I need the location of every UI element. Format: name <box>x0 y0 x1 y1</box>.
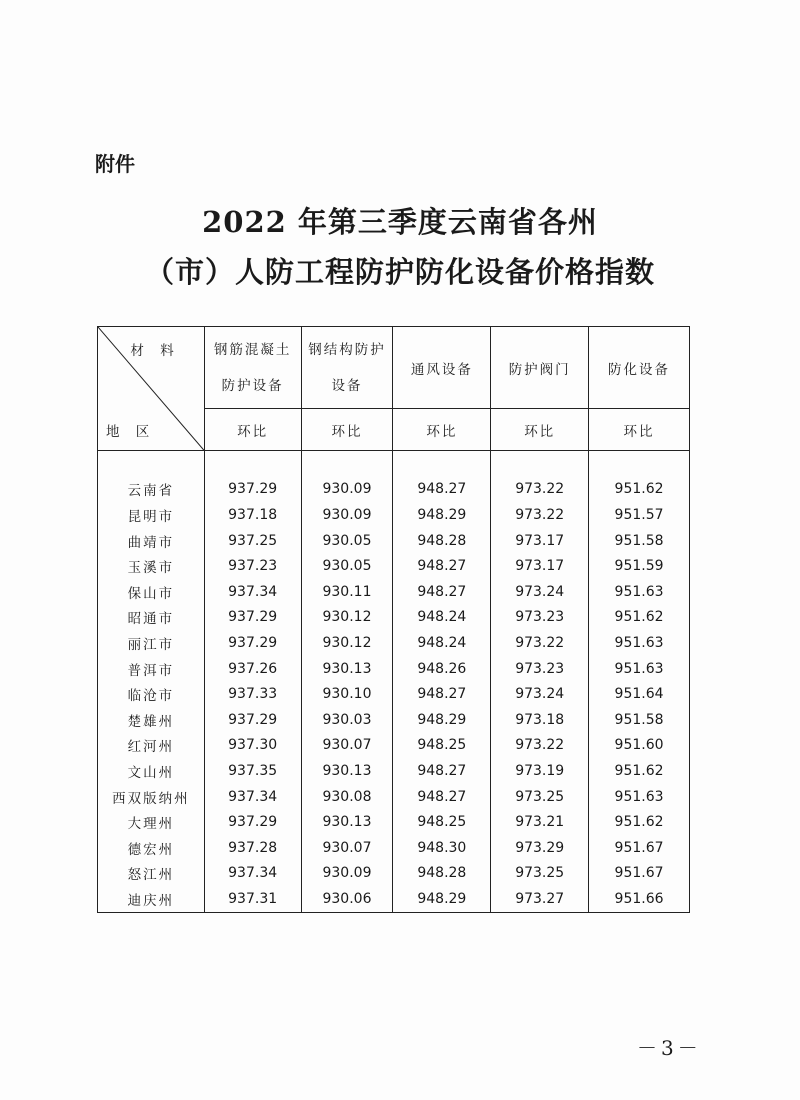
index-value-cell: 948.27 <box>393 477 491 503</box>
table-row <box>98 835 690 861</box>
attachment-label: 附件 <box>95 152 135 176</box>
index-value-cell: 948.30 <box>393 835 491 861</box>
index-value-cell: 951.67 <box>589 861 690 887</box>
spacer-cell <box>98 451 205 477</box>
table-spacer-row <box>98 451 690 477</box>
header-rc-protective-equipment <box>204 327 301 409</box>
index-value-cell: 951.63 <box>589 656 690 682</box>
index-value-cell: 951.60 <box>589 733 690 759</box>
table-row <box>98 809 690 835</box>
price-index-table <box>97 326 690 913</box>
region-name-cell: 红河州 <box>98 733 205 759</box>
index-value-cell: 973.17 <box>491 553 589 579</box>
index-value-cell: 948.27 <box>393 579 491 605</box>
index-value-cell: 948.29 <box>393 502 491 528</box>
index-value-cell: 948.29 <box>393 886 491 912</box>
index-value-cell: 951.63 <box>589 784 690 810</box>
index-value-cell: 930.11 <box>301 579 393 605</box>
index-value-cell: 948.27 <box>393 784 491 810</box>
index-value-cell: 973.17 <box>491 528 589 554</box>
index-value-cell: 937.29 <box>204 605 301 631</box>
index-value-cell: 973.22 <box>491 477 589 503</box>
header-line: 钢筋混凝土 <box>213 341 292 358</box>
index-value-cell: 951.59 <box>589 553 690 579</box>
table-row <box>98 477 690 503</box>
ratio-label: 环比 <box>393 409 491 451</box>
index-value-cell: 930.05 <box>301 553 393 579</box>
table-row <box>98 579 690 605</box>
index-value-cell: 948.27 <box>393 758 491 784</box>
region-name-cell: 昆明市 <box>98 502 205 528</box>
header-line: 防护设备 <box>221 377 284 394</box>
index-value-cell: 951.58 <box>589 707 690 733</box>
region-name-cell: 普洱市 <box>98 656 205 682</box>
header-line: 钢结构防护 <box>308 341 386 358</box>
table-row <box>98 707 690 733</box>
spacer-cell <box>393 451 491 477</box>
index-value-cell: 973.22 <box>491 630 589 656</box>
corner-material-label: 材 料 <box>130 343 180 359</box>
index-value-cell: 951.62 <box>589 477 690 503</box>
region-name-cell: 西双版纳州 <box>98 784 205 810</box>
header-chemical-protection-equipment <box>589 327 690 409</box>
header-ventilation-equipment <box>393 327 491 409</box>
index-value-cell: 948.27 <box>393 681 491 707</box>
index-value-cell: 948.25 <box>393 733 491 759</box>
index-value-cell: 948.25 <box>393 809 491 835</box>
table-row <box>98 886 690 912</box>
header-row-materials <box>98 327 690 409</box>
ratio-label: 环比 <box>301 409 393 451</box>
index-value-cell: 973.29 <box>491 835 589 861</box>
index-value-cell: 937.29 <box>204 477 301 503</box>
index-value-cell: 951.62 <box>589 605 690 631</box>
index-value-cell: 937.26 <box>204 656 301 682</box>
region-name-cell: 云南省 <box>98 477 205 503</box>
index-value-cell: 930.13 <box>301 758 393 784</box>
page-number: －3－ <box>637 1036 702 1060</box>
header-line: 防护阀门 <box>508 361 571 378</box>
region-name-cell: 怒江州 <box>98 861 205 887</box>
region-name-cell: 文山州 <box>98 758 205 784</box>
index-value-cell: 937.29 <box>204 809 301 835</box>
index-value-cell: 937.28 <box>204 835 301 861</box>
index-value-cell: 951.66 <box>589 886 690 912</box>
corner-cell <box>98 327 205 451</box>
table-row <box>98 861 690 887</box>
table-row <box>98 733 690 759</box>
index-value-cell: 948.24 <box>393 630 491 656</box>
index-value-cell: 973.18 <box>491 707 589 733</box>
spacer-cell <box>589 451 690 477</box>
page-title-line2: （市）人防工程防护防化设备价格指数 <box>144 255 655 289</box>
header-protective-valves <box>491 327 589 409</box>
corner-region-label: 地 区 <box>106 424 156 440</box>
header-line: 防化设备 <box>608 361 671 378</box>
index-value-cell: 951.62 <box>589 758 690 784</box>
index-value-cell: 930.12 <box>301 630 393 656</box>
table-row <box>98 656 690 682</box>
region-name-cell: 临沧市 <box>98 681 205 707</box>
index-value-cell: 930.12 <box>301 605 393 631</box>
index-value-cell: 951.64 <box>589 681 690 707</box>
index-value-cell: 937.25 <box>204 528 301 554</box>
index-value-cell: 930.10 <box>301 681 393 707</box>
spacer-cell <box>204 451 301 477</box>
index-value-cell: 937.29 <box>204 630 301 656</box>
index-value-cell: 937.34 <box>204 784 301 810</box>
index-value-cell: 930.13 <box>301 656 393 682</box>
index-value-cell: 937.34 <box>204 579 301 605</box>
index-value-cell: 930.07 <box>301 733 393 759</box>
index-value-cell: 951.62 <box>589 809 690 835</box>
index-value-cell: 948.27 <box>393 553 491 579</box>
index-value-cell: 973.22 <box>491 733 589 759</box>
index-value-cell: 937.23 <box>204 553 301 579</box>
index-value-cell: 973.24 <box>491 579 589 605</box>
index-value-cell: 930.13 <box>301 809 393 835</box>
index-value-cell: 930.09 <box>301 861 393 887</box>
table-row <box>98 630 690 656</box>
header-line: 设备 <box>331 377 363 394</box>
index-value-cell: 948.28 <box>393 528 491 554</box>
index-value-cell: 951.57 <box>589 502 690 528</box>
table-row <box>98 605 690 631</box>
index-value-cell: 930.06 <box>301 886 393 912</box>
index-value-cell: 951.67 <box>589 835 690 861</box>
table-row <box>98 681 690 707</box>
index-value-cell: 930.07 <box>301 835 393 861</box>
region-name-cell: 玉溪市 <box>98 553 205 579</box>
index-value-cell: 951.63 <box>589 630 690 656</box>
index-value-cell: 930.03 <box>301 707 393 733</box>
header-steel-protective-equipment <box>301 327 393 409</box>
table-row <box>98 528 690 554</box>
table-row <box>98 553 690 579</box>
index-value-cell: 973.23 <box>491 656 589 682</box>
table-row <box>98 758 690 784</box>
region-name-cell: 曲靖市 <box>98 528 205 554</box>
index-value-cell: 973.19 <box>491 758 589 784</box>
index-value-cell: 937.33 <box>204 681 301 707</box>
index-value-cell: 930.09 <box>301 502 393 528</box>
index-value-cell: 948.29 <box>393 707 491 733</box>
region-name-cell: 德宏州 <box>98 835 205 861</box>
region-name-cell: 保山市 <box>98 579 205 605</box>
region-name-cell: 昭通市 <box>98 605 205 631</box>
index-value-cell: 937.31 <box>204 886 301 912</box>
index-value-cell: 973.27 <box>491 886 589 912</box>
index-value-cell: 937.35 <box>204 758 301 784</box>
index-value-cell: 930.09 <box>301 477 393 503</box>
index-value-cell: 973.25 <box>491 784 589 810</box>
index-value-cell: 973.21 <box>491 809 589 835</box>
table-row <box>98 784 690 810</box>
spacer-cell <box>301 451 393 477</box>
index-value-cell: 937.18 <box>204 502 301 528</box>
index-value-cell: 930.08 <box>301 784 393 810</box>
region-name-cell: 楚雄州 <box>98 707 205 733</box>
region-name-cell: 丽江市 <box>98 630 205 656</box>
header-line: 通风设备 <box>410 361 473 378</box>
region-name-cell: 大理州 <box>98 809 205 835</box>
table-body <box>98 451 690 913</box>
index-value-cell: 973.23 <box>491 605 589 631</box>
index-value-cell: 951.58 <box>589 528 690 554</box>
index-value-cell: 973.25 <box>491 861 589 887</box>
index-value-cell: 937.34 <box>204 861 301 887</box>
table-row <box>98 502 690 528</box>
ratio-label: 环比 <box>589 409 690 451</box>
ratio-label: 环比 <box>491 409 589 451</box>
index-value-cell: 948.28 <box>393 861 491 887</box>
index-value-cell: 948.26 <box>393 656 491 682</box>
spacer-cell <box>491 451 589 477</box>
index-value-cell: 930.05 <box>301 528 393 554</box>
index-value-cell: 973.22 <box>491 502 589 528</box>
index-value-cell: 937.29 <box>204 707 301 733</box>
index-value-cell: 951.63 <box>589 579 690 605</box>
page-title-line1: 2022 年第三季度云南省各州 <box>202 205 598 239</box>
index-value-cell: 948.24 <box>393 605 491 631</box>
ratio-label: 环比 <box>204 409 301 451</box>
region-name-cell: 迪庆州 <box>98 886 205 912</box>
index-value-cell: 973.24 <box>491 681 589 707</box>
index-value-cell: 937.30 <box>204 733 301 759</box>
